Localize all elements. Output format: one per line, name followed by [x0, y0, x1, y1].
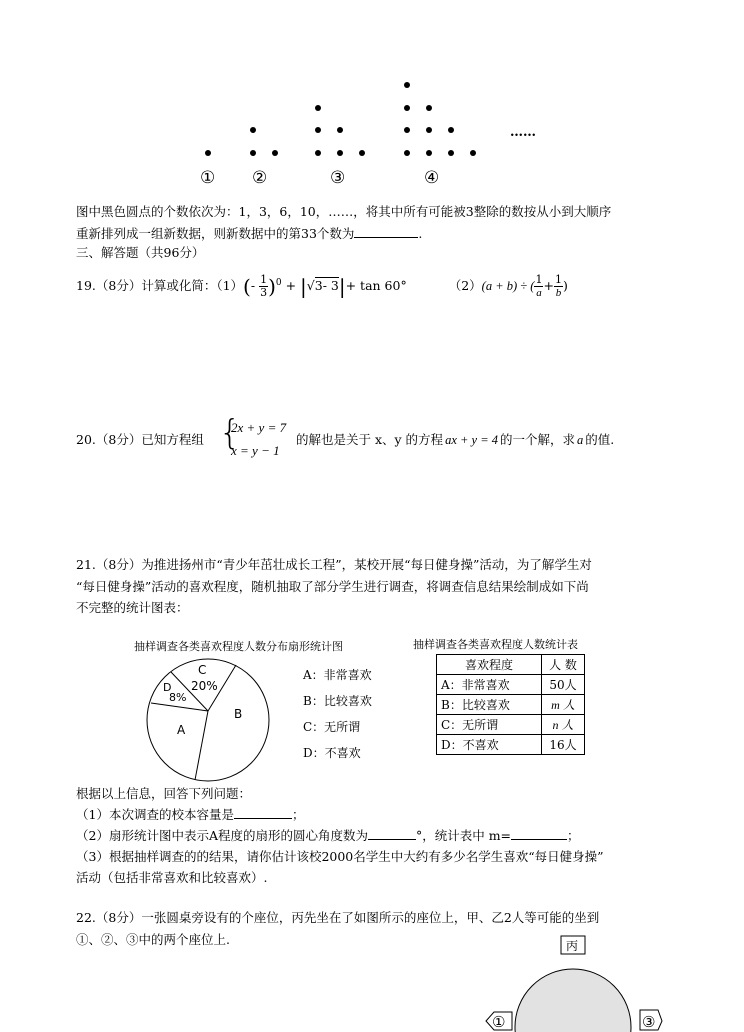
pie-divider-da	[151, 703, 208, 711]
seat-top-label: 丙	[566, 939, 579, 953]
stat-table-title: 抽样调查各类喜欢程度人数统计表	[413, 638, 578, 651]
dot	[250, 150, 256, 156]
dot	[337, 127, 343, 133]
sqrt-sign: √	[306, 278, 315, 294]
q20-brace: {	[219, 413, 241, 453]
q21-sub2-end: ；	[567, 828, 580, 843]
table-header-cell: 人 数	[542, 655, 585, 675]
dot	[426, 150, 432, 156]
figure-label-3: ③	[330, 168, 346, 188]
q22-line1: 22.（8分）一张圆桌旁设有的个座位，丙先坐在了如图所示的座位上，甲、乙2人等可能的坐到	[76, 910, 600, 925]
table-cell: D：不喜欢	[437, 735, 542, 755]
dot	[448, 127, 454, 133]
q18-line1: 图中黑色圆点的个数依次为：1，3，6，10，……，将其中所有可能被3整除的数按从小到大顺序	[76, 204, 612, 219]
dot	[404, 150, 410, 156]
q21-sub1	[76, 806, 304, 823]
q21-info: 根据以上信息，回答下列问题：	[76, 786, 252, 801]
dot	[272, 150, 278, 156]
q21-sub1-text: （1）本次调查的校本容量是	[76, 807, 234, 822]
table-header-row	[437, 655, 585, 675]
dot	[315, 150, 321, 156]
frac-den: 3	[260, 286, 268, 300]
figure-label-4: ④	[424, 168, 440, 188]
dot	[426, 127, 432, 133]
stat-table	[436, 654, 585, 755]
pie-chart	[143, 655, 273, 785]
q21-sub3b: 活动（包括非常喜欢和比较喜欢）.	[76, 870, 268, 885]
frac-den: a	[536, 287, 542, 300]
dot	[359, 150, 365, 156]
legend-b: B：比较喜欢	[303, 694, 372, 708]
paren-open: (	[243, 274, 251, 299]
pie-label-b: B	[234, 707, 243, 721]
legend-a: A：非常喜欢	[303, 668, 372, 682]
pie-outline	[147, 659, 269, 781]
q21-sub2-blank1	[368, 827, 416, 840]
legend-c: C：无所谓	[303, 720, 361, 734]
pie-label-c: C	[198, 663, 207, 677]
q20-end: 的值.	[585, 432, 615, 447]
dot	[315, 105, 321, 111]
table-row	[437, 715, 585, 735]
q19-part1-rest: + tan 60°	[345, 278, 407, 294]
q19-exponent: 0	[275, 278, 282, 288]
q19-fraction	[259, 274, 268, 299]
table-cell: n 人	[542, 715, 585, 735]
pie-label-d: D	[163, 681, 172, 694]
table-cell: C：无所谓	[437, 715, 542, 735]
q21-sub1-end: ；	[291, 807, 305, 822]
paren-close: )	[268, 274, 276, 299]
q20-eq2: x = y − 1	[231, 443, 280, 458]
q21-line2: “每日健身操”活动的喜欢程度，随机抽取了部分学生进行调查，将调查信息结果绘制成如下尚	[76, 579, 589, 594]
q20-middle: 的解也是关于 x、y 的方程	[296, 432, 444, 447]
q21-sub2	[76, 827, 580, 844]
seat-right-label: ③	[642, 1013, 656, 1031]
q19-part2-label: （2）	[448, 278, 482, 294]
pie-value-c: 20%	[191, 679, 218, 693]
figure-label-2: ②	[252, 168, 268, 188]
q20-prefix: 20.（8分）已知方程组	[76, 432, 204, 447]
q22-line2: ①、②、③中的两个座位上.	[76, 932, 230, 947]
frac-den: b	[555, 287, 562, 300]
q21-sub3: （3）根据抽样调查的的结果，请你估计该校2000名学生中大约有多少名学生喜欢“每日健身操”	[76, 849, 604, 864]
dot	[250, 127, 256, 133]
dot	[205, 150, 211, 156]
q20-eq3: ax + y = 4	[445, 433, 499, 447]
figure-label-1: ①	[200, 168, 216, 188]
pie-divider-ab	[195, 711, 208, 780]
round-table	[515, 969, 631, 1032]
abs-bar: |	[300, 274, 307, 299]
abs-bar: |	[338, 274, 346, 299]
q21-sub2b: °，统计表中 m=	[415, 828, 512, 843]
q20-rest	[296, 430, 614, 448]
q19-sqrt-content: 3- 3	[314, 278, 339, 294]
pie-value-d: 8%	[169, 691, 187, 704]
table-cell: A：非常喜欢	[437, 675, 542, 695]
q19-part2-expr: (a + b) ÷ (	[481, 279, 535, 294]
table-row	[437, 695, 585, 715]
q20-suffix: 的一个解，求	[500, 432, 576, 447]
q21-sub2a: （2）扇形统计图中表示A程度的扇形的圆心角度数为	[76, 828, 368, 843]
dot	[404, 127, 410, 133]
frac-num: 1	[260, 273, 268, 287]
q18-text2: 重新排列成一组新数据，则新数据中的第33个数为	[76, 226, 355, 241]
table-header-cell: 喜欢程度	[437, 655, 542, 675]
table-cell: 16人	[542, 735, 585, 755]
pie-chart-title: 抽样调查各类喜欢程度人数分布扇形统计图	[134, 640, 343, 653]
q19-line: 19.（8分）计算或化简：（1）(- $\frac{1}{3}$ )$^0$ + |√3- 3|+ tan 60° （2）(a + b) ÷ ( $\frac{1}{a}$ + $\frac{1}{b}$ )	[76, 273, 568, 300]
q18-end: .	[418, 226, 423, 241]
dot	[315, 127, 321, 133]
q21-sub2-blank2	[511, 827, 567, 840]
table-row	[437, 735, 585, 755]
dot	[337, 150, 343, 156]
dot	[404, 82, 410, 88]
pie-label-a: A	[177, 723, 186, 737]
table-cell: 50人	[542, 675, 585, 695]
dot	[426, 105, 432, 111]
dot	[470, 150, 476, 156]
dots-ellipsis: ……	[510, 125, 536, 140]
q19-frac-a	[534, 274, 543, 299]
legend-d: D：不喜欢	[303, 746, 361, 760]
frac-num: 1	[535, 273, 543, 287]
q20-var: a	[577, 433, 584, 447]
q21-line3: 不完整的统计图表：	[76, 600, 189, 615]
section-3-title: 三、解答题（共96分）	[76, 245, 205, 260]
frac-num: 1	[554, 273, 562, 287]
round-table-figure	[480, 932, 690, 1032]
q19-prefix: 19.（8分）计算或化简：（1）	[76, 278, 244, 294]
seat-left-label: ①	[492, 1013, 506, 1031]
q18-line2	[76, 225, 422, 242]
paren-close: )	[562, 278, 568, 294]
q20-eq1: 2x + y = 7	[231, 420, 287, 435]
q21-line1: 21.（8分）为推进扬州市“青少年茁壮成长工程”，某校开展“每日健身操”活动，为了解学生对	[76, 557, 592, 572]
q19-frac-b	[554, 274, 563, 299]
table-cell: m 人	[542, 695, 585, 715]
dot	[448, 150, 454, 156]
dot	[404, 105, 410, 111]
q21-sub1-blank	[234, 806, 292, 819]
table-cell: B：比较喜欢	[437, 695, 542, 715]
table-row	[437, 675, 585, 695]
q18-answer-blank	[354, 225, 418, 238]
